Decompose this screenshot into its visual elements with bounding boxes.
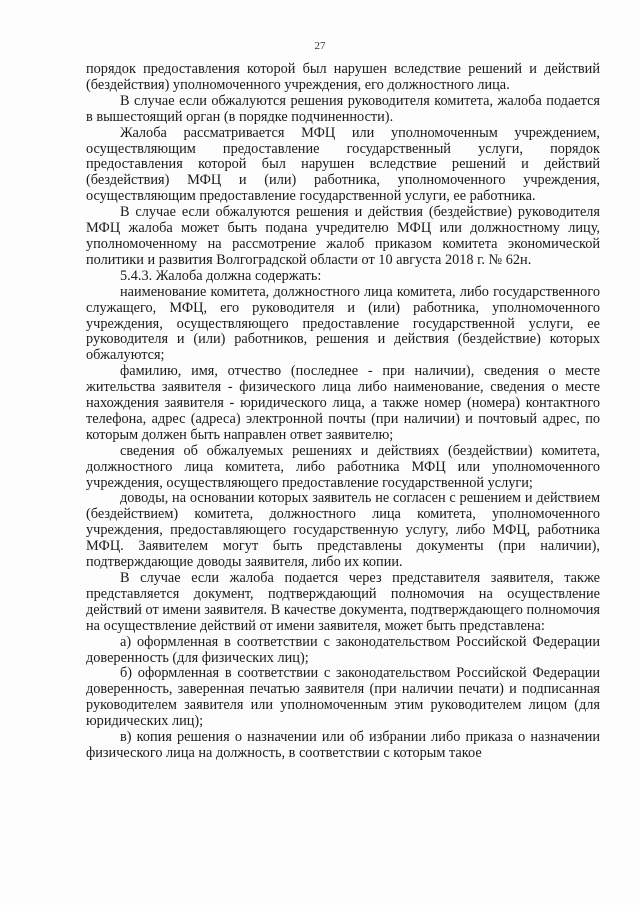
list-item: б) оформленная в соответствии с законодательством Российской Федерации доверенность, заверенная печатью заявителя (при наличии печати) и подписанная руководителем заявителя или уполномоченным этим руководителем лицом (для юридических лиц); — [86, 665, 600, 730]
paragraph: В случае если обжалуются решения и действия (бездействие) руководителя МФЦ жалоба может быть подана учредителю МФЦ или должностному лицу, уполномоченному на рассмотрение жалоб приказом комитета экономической политики и развития Волгоградской области от 10 августа 2018 г. № 62н. — [86, 204, 600, 268]
page-number: 27 — [314, 40, 326, 52]
paragraph: порядок предоставления которой был нарушен вследствие решений и действий (бездействия) уполномоченного учреждения, его должностного лица. — [86, 61, 600, 93]
paragraph: доводы, на основании которых заявитель не согласен с решением и действием (бездействием) комитета, должностного лица комитета, уполномоченного учреждения, предоставляющего государственную услугу, либо МФЦ, работника МФЦ. Заявителем могут быть представлены документы (при наличии), подтверждающие доводы заявителя, либо их копии. — [86, 490, 600, 571]
document-body — [86, 62, 600, 762]
paragraph: наименование комитета, должностного лица комитета, либо государственного служащего, МФЦ, его руководителя и (или) работника, уполномоченного учреждения, осуществляющего предоставление государственной услуги, ее руководителя и (или) работников, решения и действия (бездействие) которых обжалуются; — [86, 283, 600, 364]
paragraph: сведения об обжалуемых решениях и действиях (бездействии) комитета, должностного лица комитета, либо работника МФЦ или уполномоченного учреждения, осуществляющего предоставление государственной услуги; — [86, 442, 600, 491]
list-item: а) оформленная в соответствии с законодательством Российской Федерации доверенность (для физических лиц); — [86, 633, 600, 666]
paragraph: фамилию, имя, отчество (последнее - при наличии), сведения о месте жительства заявителя - физического лица либо наименование, сведения о месте нахождения заявителя - юридического лица, а также номер (номера) контактного телефона, адрес (адреса) электронной почты (при наличии) и почтовый адрес, по которым должен быть направлен ответ заявителю; — [86, 363, 600, 443]
paragraph: Жалоба рассматривается МФЦ или уполномоченным учреждением, осуществляющим предоставление государственный услуги, порядок предоставления которой был нарушен вследствие решений и действий (бездействия) МФЦ и (или) работника, уполномоченного учреждения, осуществляющим предоставление государственной услуги, ее работника. — [86, 124, 600, 205]
section-heading: 5.4.3. Жалоба должна содержать: — [120, 267, 322, 284]
paragraph: В случае если жалоба подается через представителя заявителя, также представляется документ, подтверждающий полномочия на осуществление действий от имени заявителя. В качестве документа, подтверждающего полномочия на осуществление действий от имени заявителя, может быть представлена: — [86, 570, 600, 634]
paragraph: В случае если обжалуются решения руководителя комитета, жалоба подается в вышестоящий орган (в порядке подчиненности). — [86, 92, 600, 125]
list-item: в) копия решения о назначении или об избрании либо приказа о назначении физического лица на должность, в соответствии с которым такое — [86, 729, 600, 761]
